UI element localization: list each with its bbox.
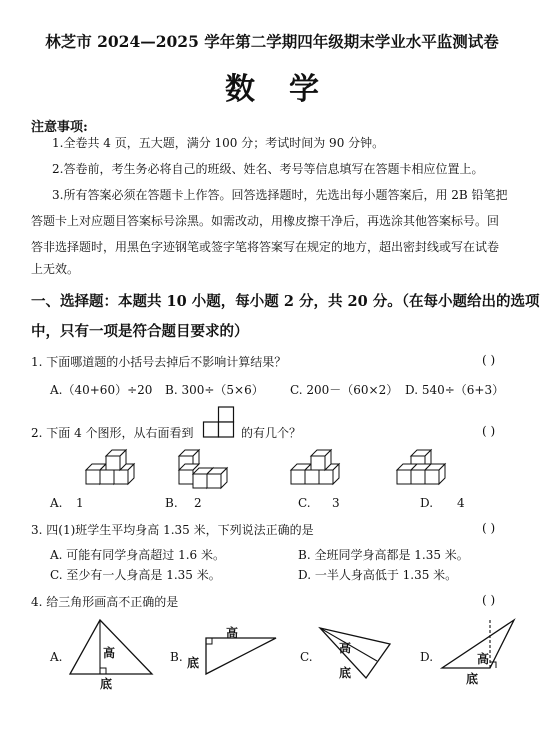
question-2-option-d-letter: D. (420, 496, 434, 510)
note-item-2: 2.答卷前，考生务必将自己的班级、姓名、考号等信息填写在答题卡相应位置上。 (52, 162, 484, 176)
question-2-answer-paren: ( ) (482, 424, 496, 438)
question-3-option-c: C. 至少有一人身高是 1.35 米。 (50, 568, 221, 582)
question-1-option-b: B. 300÷（5×6） (165, 383, 264, 397)
question-2-option-b-value: 2 (194, 496, 202, 510)
question-4-stem: 4. 给三角形画高不正确的是 (31, 595, 179, 609)
triangle-d-height-label: 高 (477, 652, 490, 666)
question-3-option-a: A. 可能有同学身高超过 1.6 米。 (50, 548, 226, 562)
question-2-option-a-value: 1 (76, 496, 84, 510)
question-4-option-a-letter: A. (50, 650, 63, 664)
question-2-stem-start: 2. 下面 4 个图形，从右面看到 (31, 426, 194, 440)
question-1-option-a: A.（40+60）÷20 (50, 383, 153, 397)
question-2-stem-end: 的有几个？ (241, 426, 302, 440)
question-2-option-c-value: 3 (332, 496, 340, 510)
triangle-c-height-label: 高 (339, 641, 352, 655)
section-1-heading-line-1: 一、选择题：本题共 10 小题，每小题 2 分，共 20 分。（在每小题给出的选项 (31, 293, 540, 310)
note-item-3-line-4: 上无效。 (31, 262, 80, 276)
cube-figure-a (82, 446, 144, 490)
subject-title: 数学 (225, 72, 353, 107)
question-1-answer-paren: ( ) (482, 353, 496, 367)
note-item-3-line-1: 3.所有答案必须在答题卡上作答。回答选择题时，先选出每小题答案后，用 2B 铅笔把 (52, 188, 508, 202)
note-item-3-line-3: 答非选择题时，用黑色字迹钢笔或签字笔将答案写在规定的地方，超出密封线或写在试卷 (31, 240, 500, 254)
question-1-option-d: D. 540÷（6+3） (405, 383, 505, 397)
triangle-d-base-label: 底 (466, 672, 479, 686)
question-3-option-d: D. 一半人身高低于 1.35 米。 (298, 568, 458, 582)
notes-heading: 注意事项: (31, 120, 88, 135)
question-3-stem: 3. 四(1)班学生平均身高 1.35 米，下列说法正确的是 (31, 523, 314, 537)
triangle-c-base-label: 底 (339, 666, 352, 680)
question-4-answer-paren: ( ) (482, 593, 496, 607)
question-4-option-b-letter: B. (170, 650, 183, 664)
right-view-figure (202, 406, 236, 440)
triangle-b-height-label: 高 (226, 626, 239, 640)
question-3-answer-paren: ( ) (482, 521, 496, 535)
question-1-option-c: C. 200－（60×2） (290, 383, 399, 397)
section-1-heading-line-2: 中，只有一项是符合题目要求的） (31, 323, 249, 340)
note-item-3-line-2: 答题卡上对应题目答案标号涂黑。如需改动，用橡皮擦干净后，再选涂其他答案标号。回 (31, 214, 500, 228)
cube-figure-c (287, 446, 349, 490)
triangle-c (316, 624, 396, 680)
triangle-b (200, 636, 280, 676)
triangle-a-height-label: 高 (103, 646, 116, 660)
question-1-stem: 1. 下面哪道题的小括号去掉后不影响计算结果？ (31, 355, 287, 369)
exam-title: 林芝市 2024—2025 学年第二学期四年级期末学业水平监测试卷 (45, 32, 499, 51)
cube-figure-d (393, 446, 455, 490)
note-item-1: 1.全卷共 4 页，五大题，满分 100 分；考试时间为 90 分钟。 (52, 136, 385, 150)
cube-figure-b (175, 446, 237, 490)
triangle-a-base-label: 底 (100, 677, 113, 691)
triangle-b-base-label: 底 (187, 656, 200, 670)
question-2-option-a-letter: A. (50, 496, 63, 510)
question-4-option-d-letter: D. (420, 650, 434, 664)
question-2-option-d-value: 4 (457, 496, 465, 510)
question-2-option-b-letter: B. (165, 496, 178, 510)
question-4-option-c-letter: C. (300, 650, 313, 664)
question-3-option-b: B. 全班同学身高都是 1.35 米。 (298, 548, 469, 562)
question-2-option-c-letter: C. (298, 496, 311, 510)
